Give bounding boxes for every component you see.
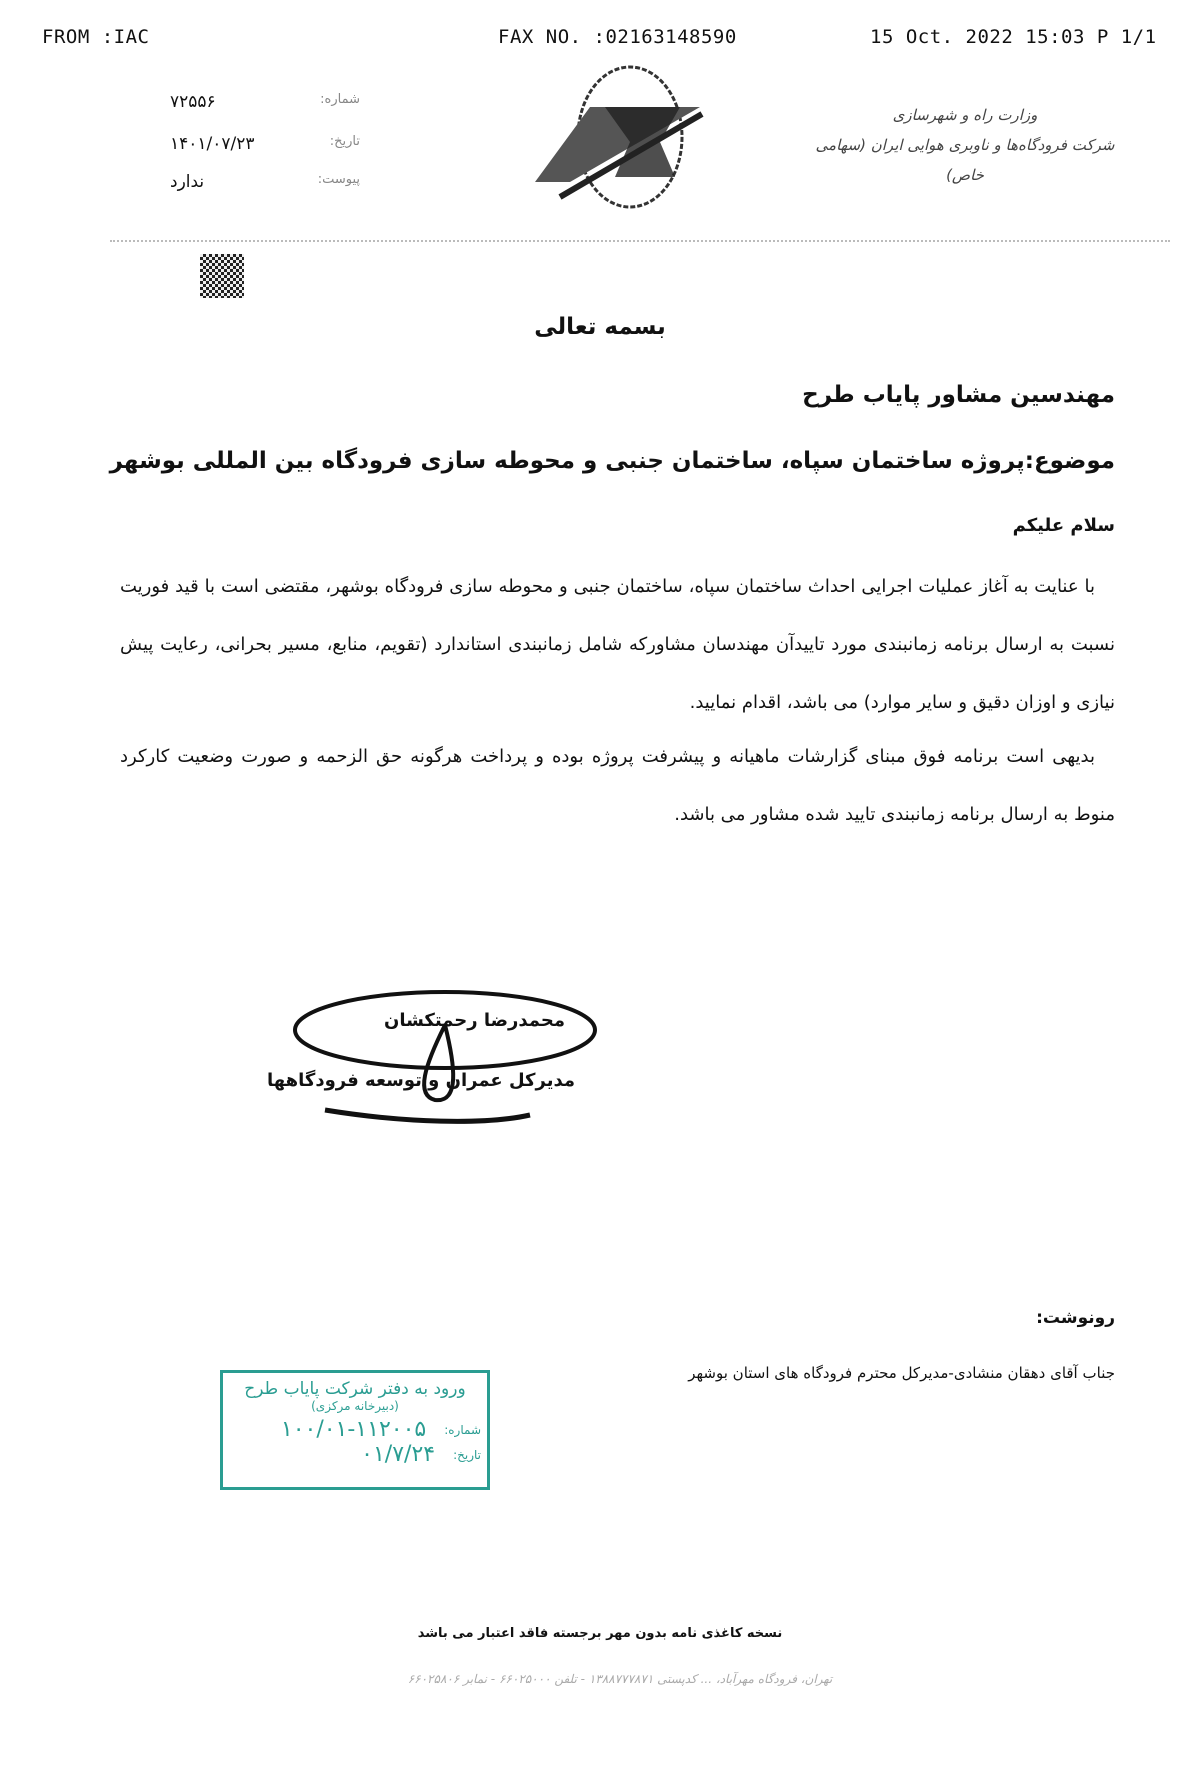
ref-attachment: ندارد [170,172,205,192]
ref-attachment-row [170,172,360,192]
fax-number: FAX NO. :02163148590 [498,26,737,48]
stamp-heading: ورود به دفتر شرکت پایاب طرح [244,1379,466,1399]
cc-line: جناب آقای دهقان منشادی-مدیرکل محترم فرودگاه های استان بوشهر [688,1364,1115,1382]
ref-number-row [170,92,360,112]
greeting: سلام علیکم [1012,515,1115,536]
subject: موضوع:پروژه ساختمان سپاه، ساختمان جنبی و محوطه سازی فرودگاه بین المللی بوشهر [109,448,1115,474]
header-divider [110,240,1170,242]
company-name: شرکت فرودگاه‌ها و ناوبری هوایی ایران (سهامی خاص) [815,136,1115,184]
body-paragraph-1: با عنایت به آغاز عملیات اجرایی احداث ساختمان سپاه، ساختمان جنبی و محوطه سازی فرودگاه بوشهر، مقتضی است با قید فوریت نسبت به ارسال برنامه زمانبندی مورد تاییدآن مهندسان مشاورکه شامل زمانبندی استاندارد (تقویم، منابع، مسیر بحرانی، رعایت پیش نیازی و اوزان دقیق و سایر موارد) می باشد، اقدام نمایید. [120,576,1115,713]
signatory-title: مدیرکل عمران و توسعه فرودگاهها [267,1070,575,1091]
organization-header [795,100,1135,190]
stamp-subheading: (دبیرخانه مرکزی) [311,1399,399,1413]
footer-address: تهران، فرودگاه مهرآباد، ... کدپستی ۱۳۸۸۷۷۷۸۷۱ - تلفن ۶۶۰۲۵۰۰۰ - نمابر ۶۶۰۲۵۸۰۶ [407,1672,833,1686]
ministry-name: وزارت راه و شهرسازی [892,106,1038,124]
qr-code-icon [200,254,244,298]
ref-date: ۱۴۰۱/۰۷/۲۳ [170,134,255,154]
ref-number: ۷۲۵۵۶ [170,92,216,112]
invocation: بسمه تعالی [534,314,666,340]
iac-logo-icon [530,62,720,212]
signatory-name: محمدرضا رحمتکشان [383,1010,565,1031]
stamp-date: ۰۱/۷/۲۴ [361,1442,436,1467]
addressee: مهندسین مشاور پایاب طرح [802,382,1115,408]
stamp-number-label: شماره: [444,1422,481,1437]
ref-date-label: تاریخ: [329,134,360,149]
signature-block [267,985,605,1135]
fax-from: FROM :IAC [42,26,150,48]
stamp-number: ۱۰۰/۰۱-۱۱۲۰۰۵ [280,1417,427,1442]
body-paragraph-2: بدیهی است برنامه فوق مبنای گزارشات ماهیانه و پیشرفت پروژه بوده و پرداخت هرگونه حق الزحمه و صورت وضعیت کارکرد منوط به ارسال برنامه زمانبندی تایید شده مشاور می باشد. [120,746,1115,825]
handwritten-signature-icon [285,985,605,1135]
cc-label: رونوشت: [1036,1308,1115,1328]
ref-number-label: شماره: [320,92,360,107]
fax-timestamp: 15 Oct. 2022 15:03 P 1/1 [870,26,1157,48]
ref-date-row [170,134,360,154]
receipt-stamp [220,1370,490,1490]
ref-attachment-label: پیوست: [317,172,360,187]
footer-notice: نسخه کاغذی نامه بدون مهر برجسته فاقد اعتبار می باشد [417,1626,783,1641]
stamp-date-label: تاریخ: [453,1447,481,1462]
